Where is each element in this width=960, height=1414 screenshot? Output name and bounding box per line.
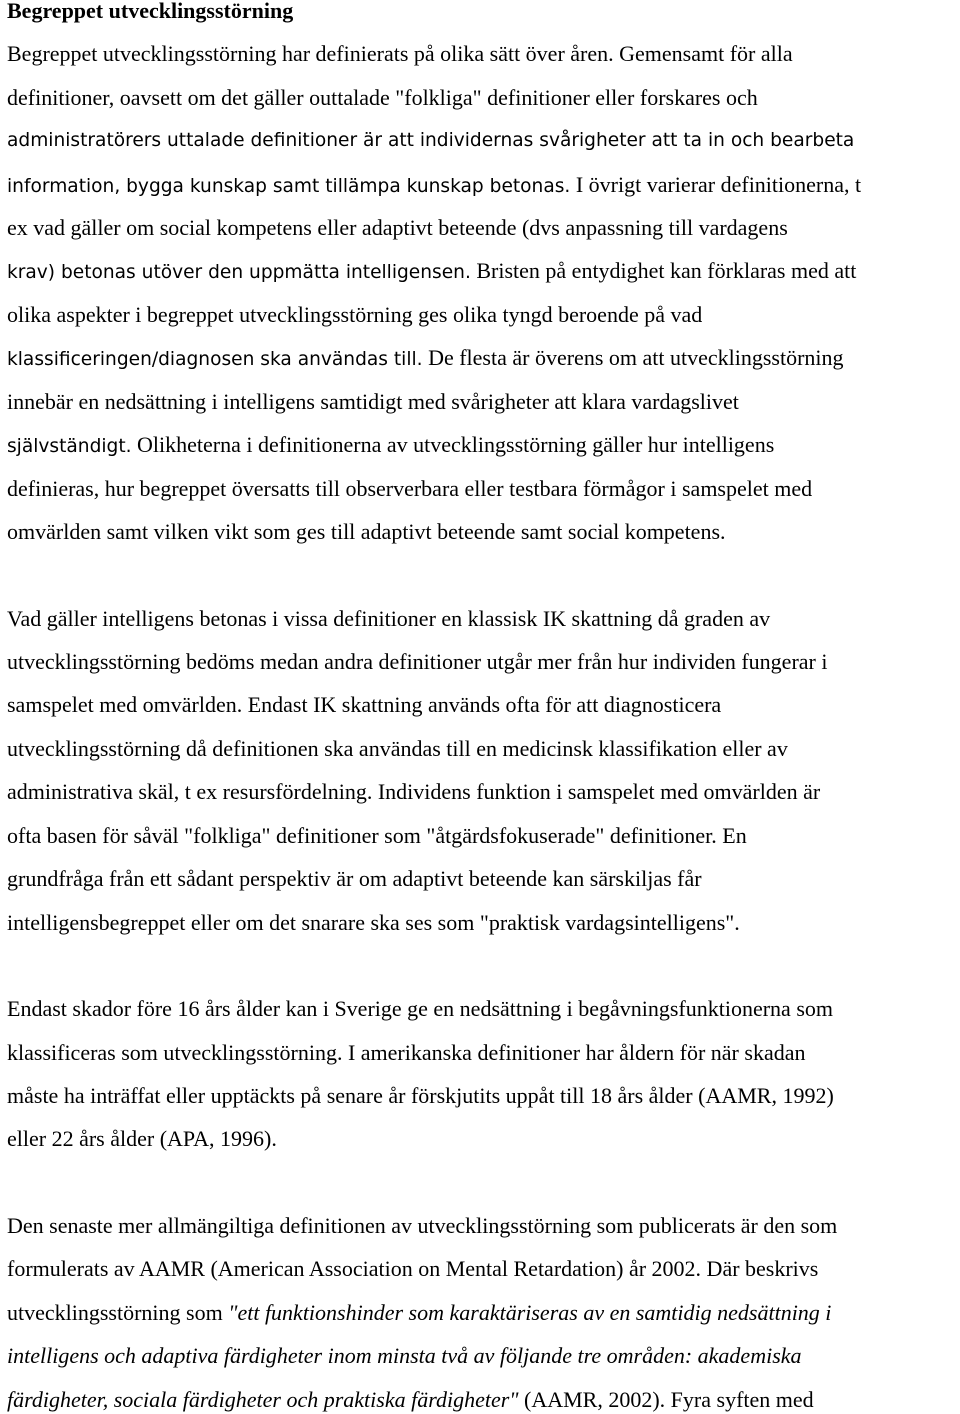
paragraph-line	[7, 257, 856, 285]
paragraph-line: grundfråga från ett sådant perspektiv är om adaptivt beteende kan särskiljas får	[7, 866, 702, 891]
text-run: utvecklingsstörning som	[7, 1300, 229, 1325]
paragraph-line	[7, 1386, 814, 1414]
paragraph-line: Vad gäller intelligens betonas i vissa definitioner en klassisk IK skattning då graden av	[7, 606, 771, 631]
paragraph-line: Den senaste mer allmängiltiga definitionen av utvecklingsstörning som publicerats är den som	[7, 1213, 838, 1238]
paragraph-line: utvecklingsstörning bedöms medan andra definitioner utgår mer från hur individen fungerar i	[7, 649, 828, 674]
paragraph-line: omvärlden samt vilken vikt som ges till adaptivt beteende samt social kompetens.	[7, 519, 726, 544]
text-run: Bristen på entydighet kan förklaras med att	[470, 258, 857, 283]
paragraph-line: klassificeras som utvecklingsstörning. I amerikanska definitioner har åldern för när skadan	[7, 1040, 806, 1065]
quoted-definition: "ett funktionshinder som karaktäriseras av en samtidig nedsättning i	[228, 1300, 832, 1325]
paragraph-line	[7, 1299, 831, 1327]
paragraph-line: måste ha inträffat eller upptäckts på senare år förskjutits uppåt till 18 års ålder (AAMR, 1992)	[7, 1083, 834, 1108]
paragraph-line	[7, 344, 844, 372]
paragraph-line: utvecklingsstörning då definitionen ska användas till en medicinsk klassifikation eller av	[7, 736, 788, 761]
text-run: Olikheterna i definitionerna av utvecklingsstörning gäller hur intelligens	[131, 432, 775, 457]
text-run: (AAMR, 2002). Fyra syften med	[518, 1387, 814, 1412]
paragraph-line: definitioner, oavsett om det gäller outtalade "folkliga" definitioner eller forskares och	[7, 85, 758, 110]
paragraph-line: olika aspekter i begreppet utvecklingsstörning ges olika tyngd beroende på vad	[7, 302, 703, 327]
paragraph-line	[7, 171, 861, 199]
paragraph-line: Endast skador före 16 års ålder kan i Sverige ge en nedsättning i begåvningsfunktionerna som	[7, 996, 833, 1021]
paragraph-line: administratörers uttalade definitioner är att individernas svårigheter att ta in och bearbeta	[7, 130, 855, 151]
paragraph-line: ex vad gäller om social kompetens eller adaptivt beteende (dvs anpassning till vardagens	[7, 215, 788, 240]
text-run: I övrigt varierar definitionerna, t	[570, 172, 862, 197]
quoted-definition-line: intelligens och adaptiva färdigheter inom minsta två av följande tre områden: akademiska	[7, 1343, 802, 1368]
paragraph-line: administrativa skäl, t ex resursfördelning. Individens funktion i samspelet med omvärlden är	[7, 779, 821, 804]
text-run: självständigt.	[7, 436, 132, 457]
paragraph-line: innebär en nedsättning i intelligens samtidigt med svårigheter att klara vardagslivet	[7, 389, 739, 414]
paragraph-line: formulerats av AAMR (American Association on Mental Retardation) år 2002. Där beskrivs	[7, 1256, 819, 1281]
text-run: information, bygga kunskap samt tillämpa kunskap betonas.	[7, 176, 571, 197]
text-run: klassificeringen/diagnosen ska användas till.	[7, 349, 423, 370]
paragraph-line: intelligensbegreppet eller om det snarare ska ses som "praktisk vardagsintelligens".	[7, 910, 740, 935]
text-run: De flesta är överens om att utvecklingsstörning	[422, 345, 844, 370]
section-heading: Begreppet utvecklingsstörning	[7, 0, 294, 23]
paragraph-line	[7, 431, 774, 459]
paragraph-line: eller 22 års ålder (APA, 1996).	[7, 1126, 277, 1151]
paragraph-line: ofta basen för såväl "folkliga" definitioner som "åtgärdsfokuserade" definitioner. En	[7, 823, 747, 848]
paragraph-line: definieras, hur begreppet översatts till observerbara eller testbara förmågor i samspelet med	[7, 476, 813, 501]
paragraph-line: Begreppet utvecklingsstörning har definierats på olika sätt över åren. Gemensamt för alla	[7, 41, 793, 66]
text-run: krav) betonas utöver den uppmätta intelligensen.	[7, 262, 471, 283]
quoted-definition: färdigheter, sociala färdigheter och praktiska färdigheter"	[7, 1387, 519, 1412]
paragraph-line: samspelet med omvärlden. Endast IK skattning används ofta för att diagnosticera	[7, 692, 722, 717]
